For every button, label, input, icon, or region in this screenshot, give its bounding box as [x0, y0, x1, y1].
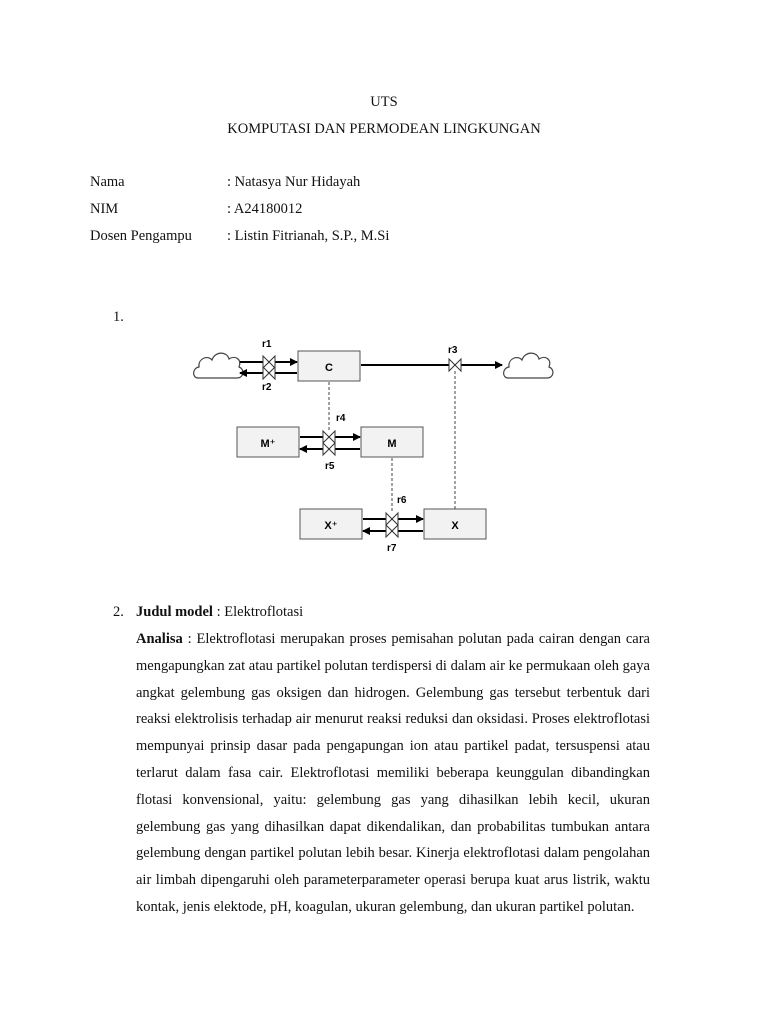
flow-r6: [363, 458, 423, 525]
flow-r2: [240, 367, 297, 393]
box-m: [361, 427, 423, 457]
identity-label: Dosen Pengampu: [90, 228, 192, 244]
rate-r3-label: r3: [448, 345, 458, 356]
identity-value: : A24180012: [227, 201, 303, 217]
box-m-plus: [237, 427, 299, 457]
rate-r1-label: r1: [262, 339, 272, 350]
box-x-plus-label: X⁺: [324, 520, 338, 532]
model-title-line: [136, 604, 303, 621]
flow-r4: [300, 382, 360, 443]
flow-r7: [363, 525, 423, 554]
box-x: [424, 509, 486, 539]
identity-label: NIM: [90, 201, 119, 217]
doc-title: UTS: [370, 94, 398, 110]
identity-label: Nama: [90, 174, 125, 190]
rate-r5-label: r5: [325, 461, 335, 472]
model-title-label: Judul model: [136, 604, 213, 620]
box-x-label: X: [451, 520, 459, 532]
box-c: [298, 351, 360, 381]
rate-r2-label: r2: [262, 382, 272, 393]
flow-r5: [300, 443, 360, 472]
question-1-number: 1.: [113, 309, 124, 325]
box-x-plus: [300, 509, 362, 539]
question-2-number: 2.: [113, 604, 124, 620]
rate-r7-label: r7: [387, 543, 397, 554]
model-title-value: : Elektroflotasi: [212, 604, 304, 620]
identity-value: : Natasya Nur Hidayah: [227, 174, 361, 190]
doc-subtitle: KOMPUTASI DAN PERMODEAN LINGKUNGAN: [227, 121, 541, 137]
box-c-label: C: [325, 362, 333, 374]
right-sink-cloud: [504, 353, 553, 378]
analysis-label: Analisa: [136, 631, 183, 647]
analysis-paragraph: [136, 626, 650, 921]
box-m-label: M: [387, 438, 397, 450]
left-source-cloud: [194, 353, 243, 378]
compartment-diagram: [190, 335, 590, 555]
box-m-plus-label: M⁺: [260, 438, 276, 450]
analysis-text: : Elektroflotasi merupakan proses pemisahan polutan pada cairan dengan cara mengapungkan zat atau partikel polutan terdispersi di dalam air ke permukaan oleh gaya angkat gelembung gas oksigen dan hidrogen. Gelembung gas tersebut terbentuk dari reaksi elektrolisis terhadap air menurut reaksi reduksi dan oksidasi. Proses elektroflotasi mempunyai prinsip dasar pada pengapungan ion atau partikel padat, tersuspensi atau terlarut dalam fasa cair. Elektroflotasi memiliki beberapa keunggulan dibandingkan flotasi konvensional, yaitu: gelembung gas yang dihasilkan lebih kecil, ukuran gelembung gas yang dihasilkan dapat dikendalikan, dan probabilitas tumbukan antara gelembung dengan partikel polutan lebih besar. Kinerja elektroflotasi dalam pengolahan air limbah dipengaruhi oleh parameterparameter operasi berupa kuat arus listrik, waktu kontak, jenis elektode, pH, koagulan, ukuran gelembung, dan ukuran partikel polutan.: [136, 631, 650, 915]
identity-value: : Listin Fitrianah, S.P., M.Si: [227, 228, 390, 244]
rate-r6-label: r6: [397, 495, 407, 506]
flow-r1: [240, 339, 297, 368]
rate-r4-label: r4: [336, 413, 346, 424]
